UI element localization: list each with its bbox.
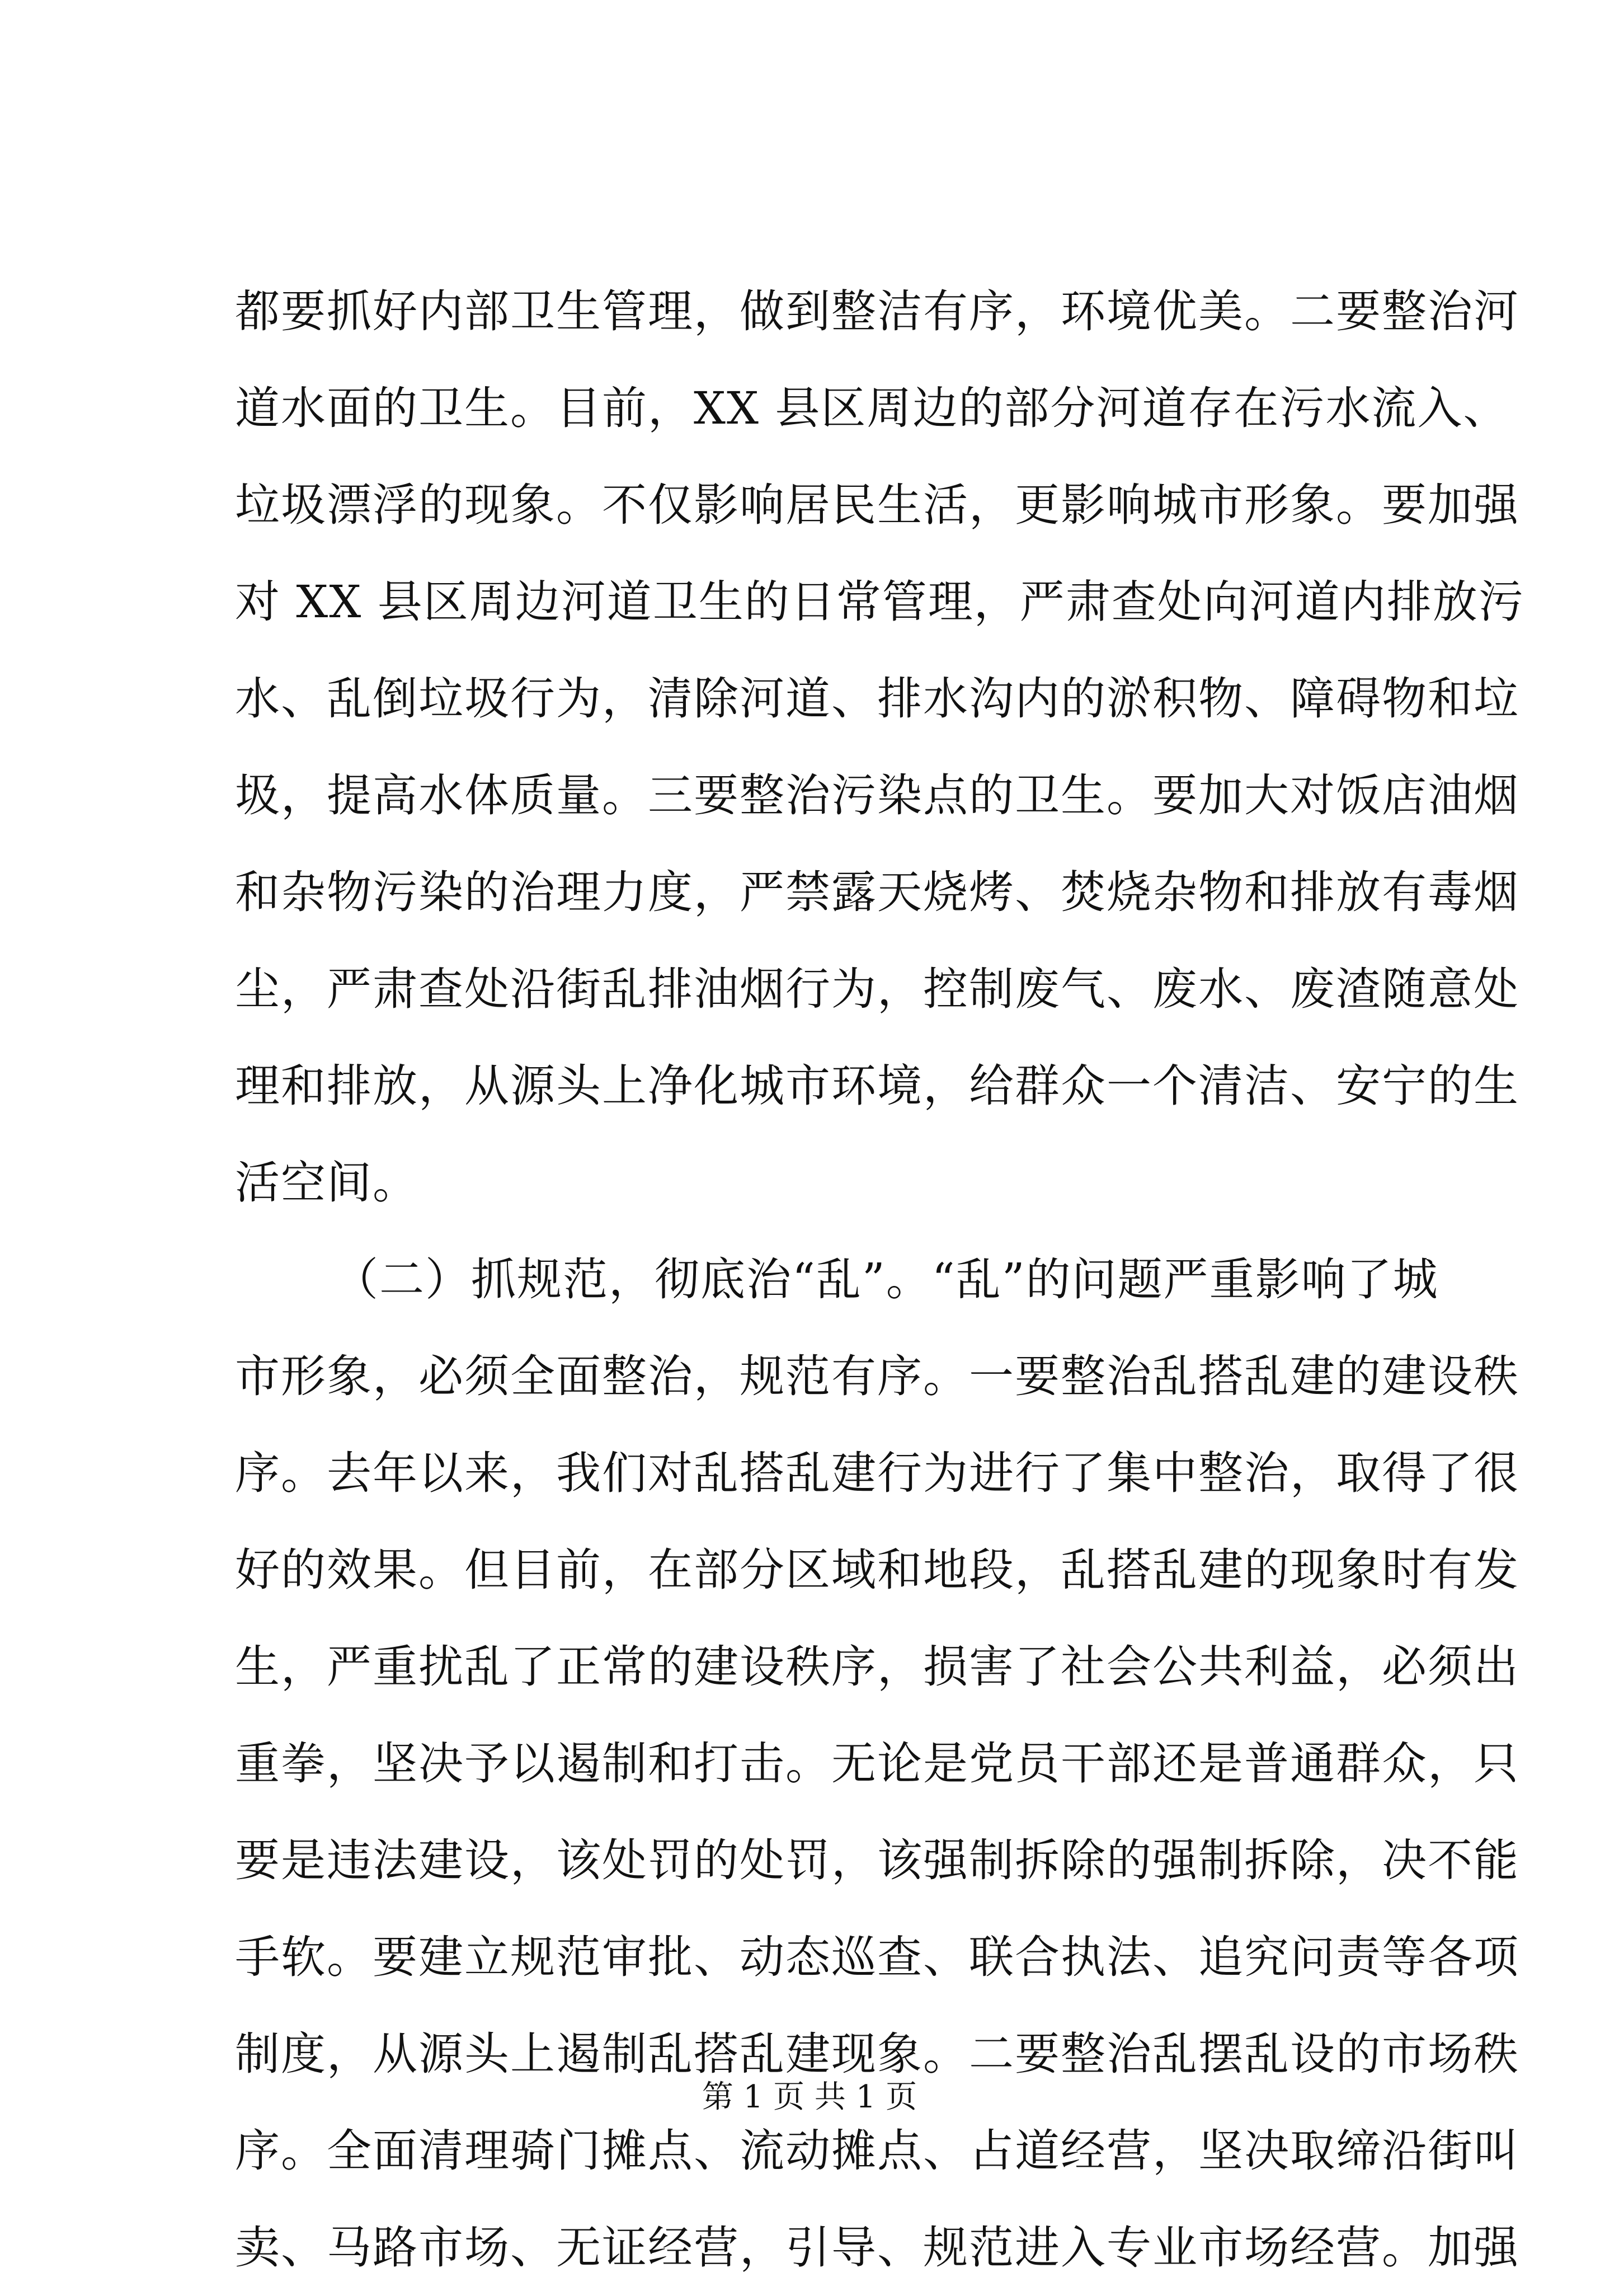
text-line: 序。去年以来，我们对乱搭乱建行为进行了集中整治，取得了很 [235, 1447, 1519, 1499]
text-line: 对 XX 县区周边河道卫生的日常管理，严肃查处向河道内排放污 [235, 576, 1524, 628]
text-line: 市形象，必须全面整治，规范有序。一要整治乱搭乱建的建设秩 [235, 1350, 1519, 1402]
section-heading-line: （二）抓规范，彻底治“乱”。“乱”的问题严重影响了城 [333, 1253, 1439, 1306]
text-line: 序。全面清理骑门摊点、流动摊点、占道经营，坚决取缔沿街叫 [235, 2125, 1519, 2177]
text-line: 生，严重扰乱了正常的建设秩序，损害了社会公共利益，必须出 [235, 1641, 1519, 1693]
text-line: 要是违法建设，该处罚的处罚，该强制拆除的强制拆除，决不能 [235, 1834, 1519, 1886]
text-line: 和杂物污染的治理力度，严禁露天烧烤、焚烧杂物和排放有毒烟 [235, 866, 1519, 918]
page-number-footer: 第 1 页 共 1 页 [702, 2079, 917, 2115]
text-line: 圾，提高水体质量。三要整治污染点的卫生。要加大对饭店油烟 [235, 769, 1519, 821]
document-body [235, 263, 1524, 2296]
text-line: 道水面的卫生。目前，XX 县区周边的部分河道存在污水流入、 [235, 382, 1509, 434]
text-line: 都要抓好内部卫生管理，做到整洁有序，环境优美。二要整治河 [235, 285, 1519, 337]
text-line: 尘，严肃查处沿街乱排油烟行为，控制废气、废水、废渣随意处 [235, 963, 1519, 1015]
text-line: 活空间。 [235, 1157, 418, 1209]
text-line: 好的效果。但目前，在部分区域和地段，乱搭乱建的现象时有发 [235, 1544, 1519, 1596]
text-line: 垃圾漂浮的现象。不仅影响居民生活，更影响城市形象。要加强 [235, 479, 1519, 531]
text-line: 水、乱倒垃圾行为，清除河道、排水沟内的淤积物、障碍物和垃 [235, 673, 1519, 725]
text-line: 手软。要建立规范审批、动态巡查、联合执法、追究问责等各项 [235, 1931, 1519, 1983]
text-line: 制度，从源头上遏制乱搭乱建现象。二要整治乱摆乱设的市场秩 [235, 2028, 1519, 2080]
text-line: 理和排放，从源头上净化城市环境，给群众一个清洁、安宁的生 [235, 1060, 1519, 1112]
text-line: 重拳，坚决予以遏制和打击。无论是党员干部还是普通群众，只 [235, 1738, 1519, 1790]
text-line: 卖、马路市场、无证经营，引导、规范进入专业市场经营。加强 [235, 2222, 1519, 2274]
